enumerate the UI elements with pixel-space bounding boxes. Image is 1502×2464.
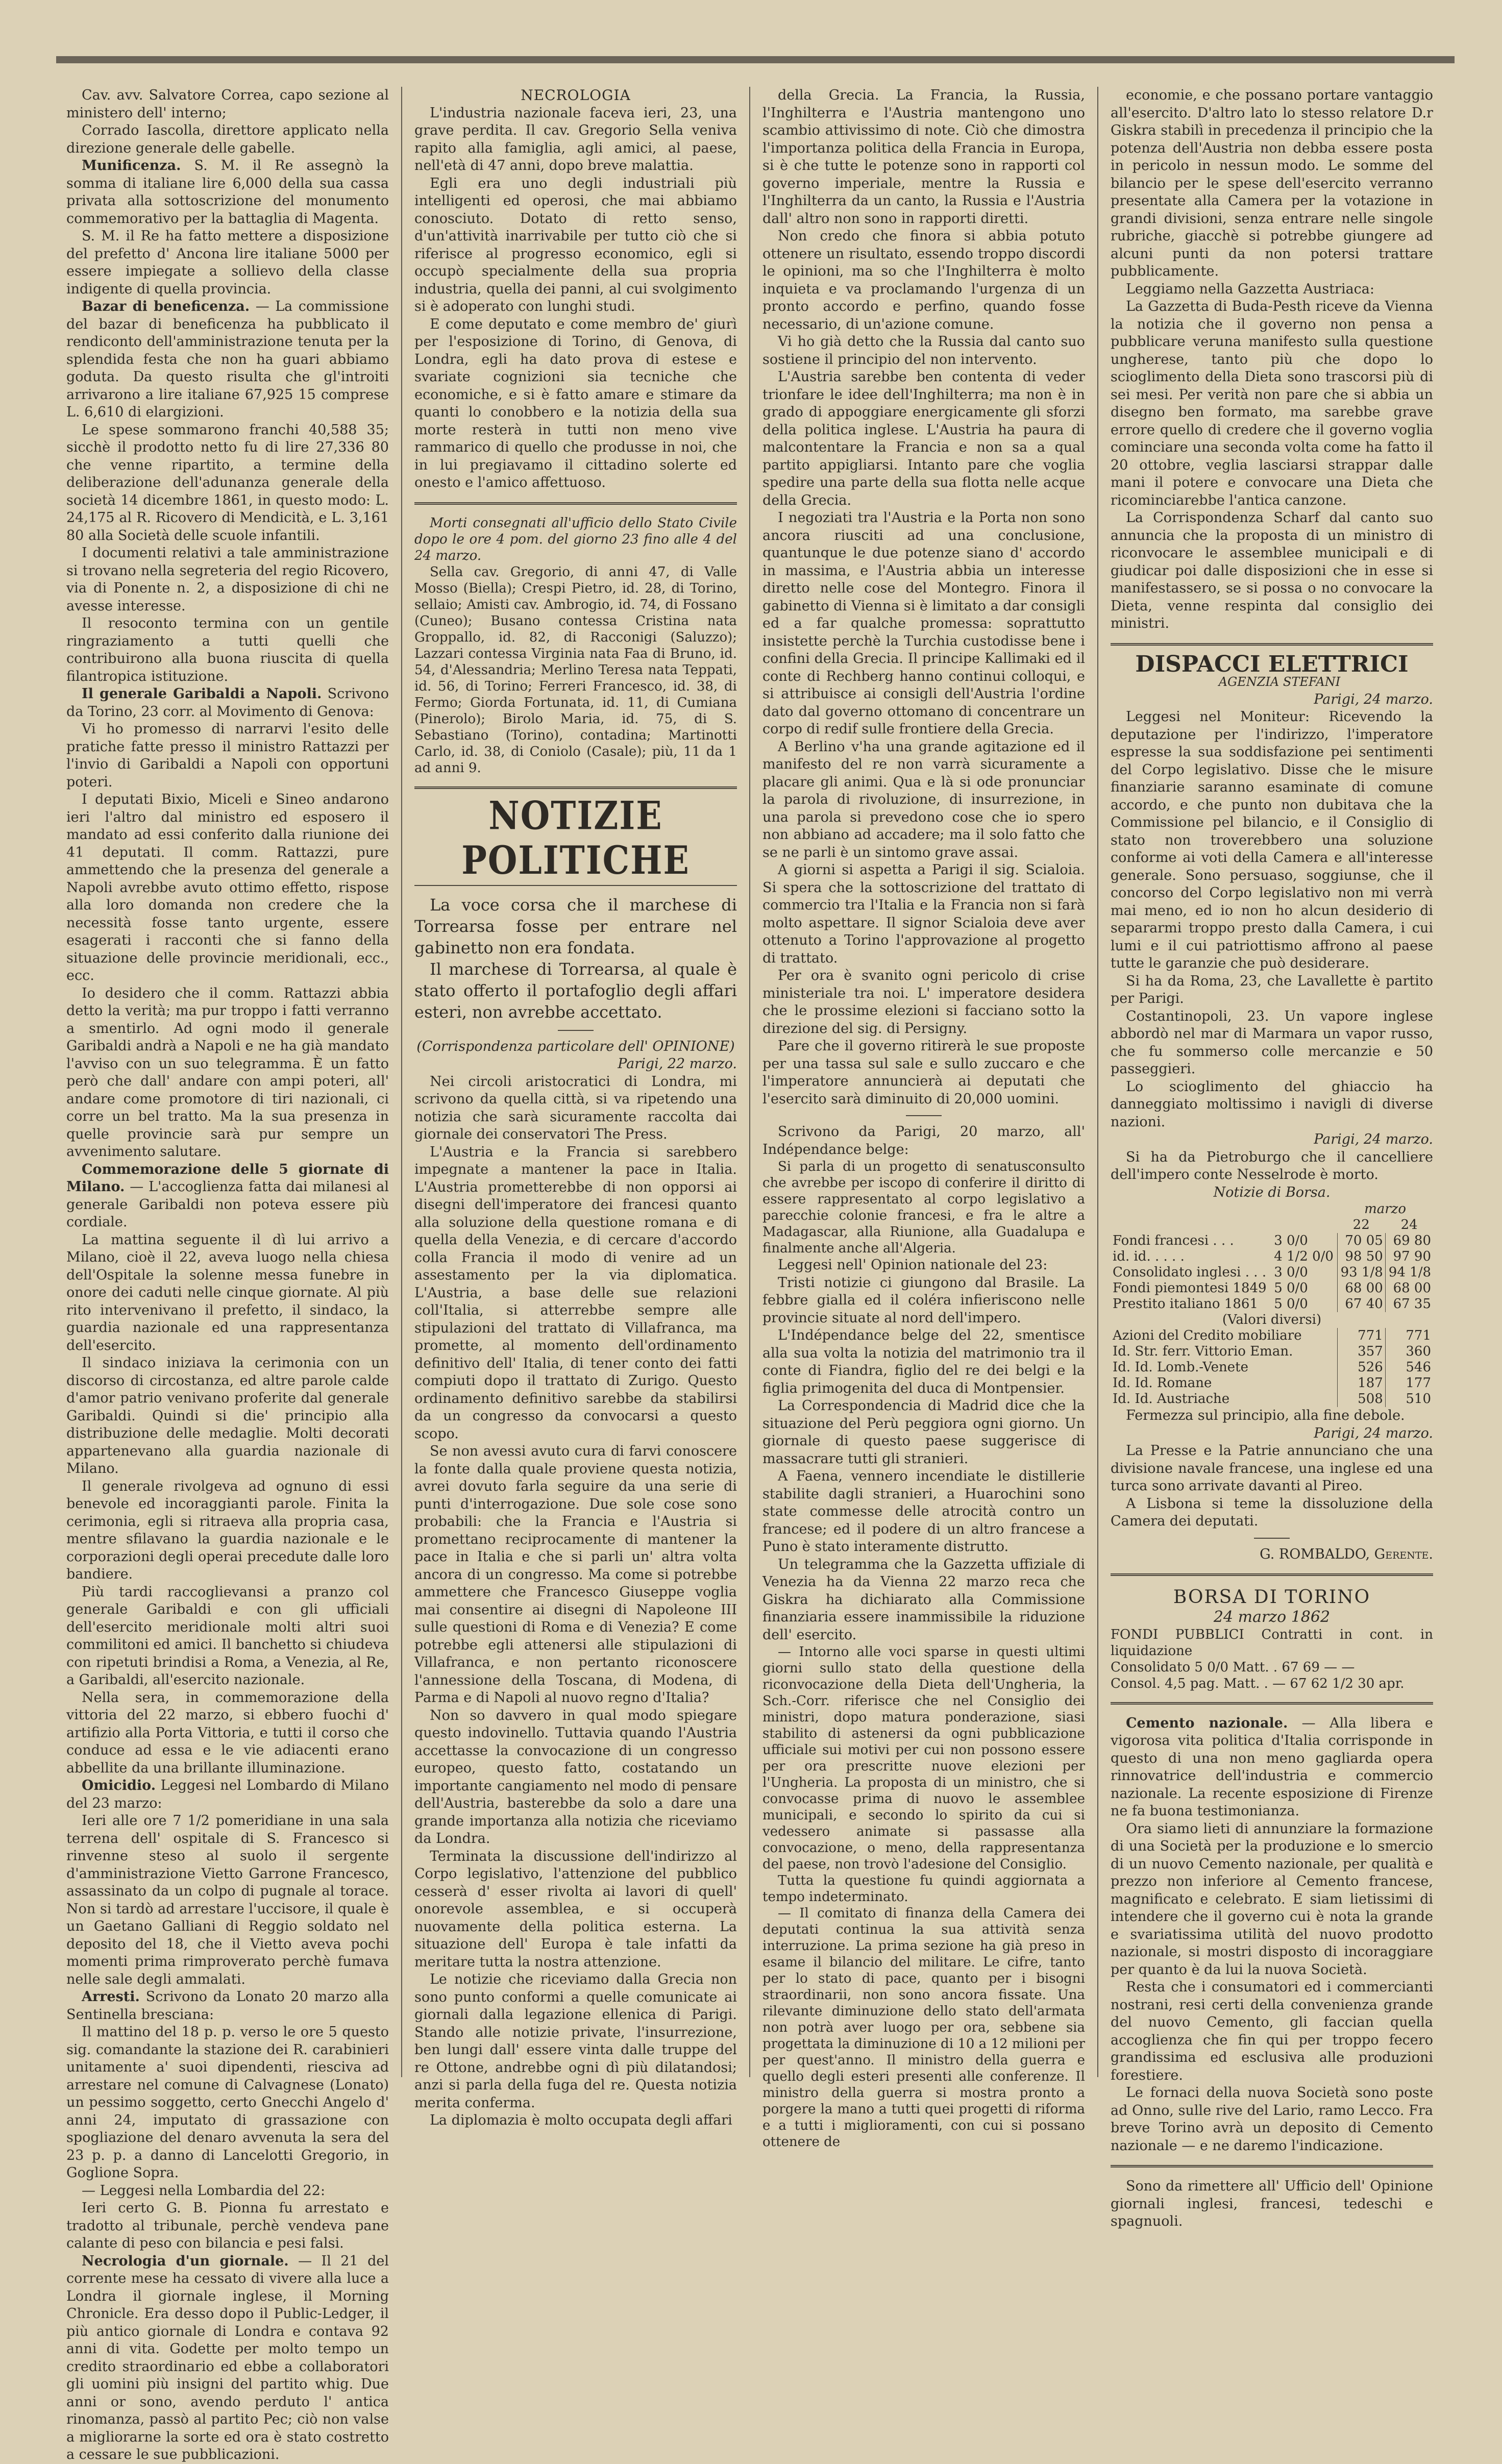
paragraph: — Il comitato di finanza della Camera dei deputati continua la sua attività senza interruzione. La prima sezione ha già preso in esame il bilancio del militare. Le cifre, tanto per lo stato di pace, quanto per i bisogni straordinarii, non sono ancora fissate. Una rilevante diminuzione dello stato dell'armata non potrà aver luogo per ora, sebbene sia progettata la diminuzione di 10 a 12 milioni per per quest'anno. Il ministro della guerra e quello degli esteri presenti alle conferenze. Il ministro della guerra si mostra pronto a porgere la mano a tutti quei progetti di riforma e a tutti i miglioramenti, con cui si possano ottenere de (762, 1906, 1085, 2150)
paragraph: Nella sera, in commemorazione della vittoria del 22 marzo, si ebbero fuochi d' artifizio alla Porta Vittoria, e tutti il corso che conduce ad essa e le vie adiacenti erano abbellite da una brillante illuminazione. (66, 1689, 389, 1776)
paragraph: — Intorno alle voci sparse in questi ultimi giorni sullo stato della questione della riconvocazione della Dieta dell'Ungheria, la Sch.-Corr. riferisce che nel Consiglio dei ministri, dopo matura ponderazione, siasi stabilito di astenersi da ogni pubblicazione ufficiale sui motivi per cui non possono essere per ora prescritte nuove elezioni per l'Ungheria. La proposta di un ministro, che si convocasse prima di nuovo le assemblee municipali, e secondo lo spirito da cui si vedessero animate si passasse alla convocazione, o meno, della rappresentanza del paese, non trovò l'adesione del Consiglio. (762, 1644, 1085, 1872)
bourse-table (1111, 1201, 1433, 1407)
paragraph: Il marchese di Torrearsa, al quale è stato offerto il portafoglio degli affari esteri, non avrebbe accettato. (414, 959, 737, 1022)
dateline: Parigi, 22 marzo. (618, 1056, 737, 1072)
table-header (1111, 1201, 1433, 1217)
paragraph: Cav. avv. Salvatore Correa, capo sezione al ministero dell' interno; (66, 87, 389, 121)
paragraph: L'Austria e la Francia si sarebbero impegnate a mantener la pace in Italia. L'Austria prometterebbe di non opporsi ai disegni dell'imperatore dei francesi quanto alla soluzione della questione romana e di quella della Venezia, e di cercare d'accordo colla Francia il modo di venire ad un assestamento per la via diplomatica. L'Austria, a base delle sue relazioni coll'Italia, si atterrebbe sempre alle stipulazioni del trattato di Villafranca, ma promette, al momento dell'ordinamento definitivo dell' Italia, di tener conto dei fatti compiuti dopo il trattato di Zurigo. Questo ordinamento definitivo sarebbe da stabilirsi da un congresso da convocarsi a questo scopo. (414, 1144, 737, 1442)
dateline: Parigi, 24 marzo. (1314, 1131, 1433, 1147)
paragraph: Leggesi nell' Opinion nationale del 23: (778, 1257, 1048, 1273)
paragraph: A Lisbona si teme la dissoluzione della Camera dei deputati. (1111, 1495, 1433, 1529)
paragraph: Ieri certo G. B. Pionna fu arrestato e tradotto al tribunale, perchè vendeva pane calante di peso con bilancia e pesi falsi. (66, 2200, 389, 2251)
divider (414, 885, 737, 886)
table-row: Consolidato inglesi . . . 3 0/0 93 1/8 94 1/8 (1111, 1265, 1433, 1280)
dateline: Parigi, 24 marzo. (1314, 691, 1433, 707)
news-item (1111, 1715, 1433, 1820)
manager-signature: G. ROMBALDO, Gerente. (1260, 1546, 1433, 1562)
column-2 (414, 87, 737, 2130)
item-heading: Il generale Garibaldi a Napoli. (82, 686, 322, 702)
table-row: Prestito italiano 1861 5 0/0 67 40 67 35 (1111, 1296, 1433, 1312)
paragraph: La Correspondencia di Madrid dice che la situazione del Perù peggiora ogni giorno. Un giornale di questo paese suggerisce di massacrare tutti gli stranieri. (762, 1398, 1085, 1467)
paragraph: I documenti relativi a tale amministrazione si trovano nella segreteria del regio Ricovero, via di Ponente n. 2, a disposizione di chi ne avesse interesse. (66, 545, 389, 614)
paragraph: Le notizie che riceviamo dalla Grecia non sono punto conformi a quelle comunicate ai giornali dalla legazione ellenica di Parigi. Stando alle notizie private, l'insurrezione, ben lungi dall' essere vinta dalle truppe del re Ottone, andrebbe ogni dì più dilatandosi; anzi si parla della fuga del re. Questa notizia merita conferma. (414, 1972, 737, 2111)
item-heading: Munificenza. (82, 158, 181, 174)
paragraph: Non credo che finora si abbia potuto ottenere un risultato, essendo troppo discordi le opinioni, ma so che l'Inghilterra è molto inquieta e va proclamando l'urgenza di un pronto accordo e perfino, quando fosse necessario, di un'azione comune. (762, 228, 1085, 332)
paragraph: L'industria nazionale faceva ieri, 23, una grave perdita. Il cav. Gregorio Sella veniva rapito alla famiglia, agli amici, al paese, nell'età di 47 anni, dopo breve malattia. (414, 105, 737, 174)
paragraph: Terminata la discussione dell'indirizzo al Corpo legislativo, l'attenzione del pubblico cesserà d' esser rivolta ai lavori di quell' onorevole assemblea, e si occuperà nuovamente della politica esterna. La situazione dell' Europa è tale infatti da meritare tutta la nostra attenzione. (414, 1848, 737, 1970)
paragraph: A Faena, vennero incendiate le distillerie stabilite dagli stranieri, a Huarochini sono state commesse delle atrocità contro un francese; ed il podere di un altro francese a Puno è stato interamente distrutto. (762, 1468, 1085, 1555)
paragraph: La diplomazia è molto occupata degli affari (430, 2112, 732, 2128)
paragraph: La Gazzetta di Buda-Pesth riceve da Vienna la notizia che il governo non pensa a pubblicare veruna manifesto sulla questione ungherese, tanto più che dopo lo scioglimento della Dieta sono trascorsi più di sei mesi. Per verità non pare che si abbia un disegno ben formato, ma sarebbe grave errore quello di credere che il governo voglia cominciare una seconda volta come ha fatto il 20 ottobre, veglia lasciarsi strappar dalle mani il potere e convocare una Dieta che ricominciarebbe l'antica canzone. (1111, 299, 1433, 508)
bourse-row: Consol. 4,5 pag. Matt. . — 67 62 1/2 30 apr. (1111, 1675, 1405, 1691)
paragraph: Se non avessi avuto cura di farvi conoscere la fonte dalla quale proviene questa notizia, avrei dovuto farla seguire da una serie di punti d'interrogazione. Due sole cose sono probabili: che la Francia e l'Austria si promettano reciprocamente di mantener la pace in Italia e che si parli un' altra volta ancora di un congresso. Ma come si potrebbe ammettere che Francesco Giuseppe voglia mai consentire ai disegni di Napoleone III sulle questioni di Roma e di Venezia? E come potrebbe egli attenersi alle stipulazioni di Villafranca, e non pertanto riconoscere l'annessione della Toscana, di Modena, di Parma e di Napoli al nuovo regno d'Italia? (414, 1443, 737, 1706)
item-text: — La commissione del bazar di beneficenza ha pubblicato il rendiconto dell'amministrazione tenuta per la splendida festa che non ha guari abbiamo goduta. Da questo risulta che gl'introiti arrivarono a lire italiane 67,925 15 comprese L. 6,610 di elargizioni. (66, 299, 389, 420)
table-row: Id. Id. Lomb.-Venete 526 546 (1111, 1360, 1433, 1375)
table-row: Id. Id. Austriache 508 510 (1111, 1391, 1433, 1407)
top-rule (56, 56, 1455, 63)
item-text: — Alla libera e vigorosa vita politica d'Italia corrisponde in questo di una non meno gagliarda opera rinnovatrice dell'industria e commercio nazionale. La recente esposizione di Firenze ne fa buona testimonianza. (1111, 1715, 1433, 1819)
table-row: Id. Id. Romane 187 177 (1111, 1375, 1433, 1391)
paragraph: Tutta la questione fu quindi aggiornata a tempo indeterminato. (762, 1873, 1085, 1905)
item-heading: Bazar di beneficenza. (82, 299, 250, 314)
paragraph: Ieri alle ore 7 1/2 pomeridiane in una sala terrena dell' ospitale di S. Francesco si rinvenne steso al suolo il sergente d'amministrazione Vietto Garrone Francesco, assassinato da un colpo di pugnale al torace. Non si tardò ad arrestare l'uccisore, il quale è un Gaetano Galliani di Reggio soldato nel deposito del 18, che il Vietto aveva pochi momenti prima rimproverato perchè fumava nelle sale degli ammalati. (66, 1813, 389, 1987)
column-separator (401, 87, 402, 2077)
paragraph: S. M. il Re ha fatto mettere a disposizione del prefetto d' Ancona lire italiane 5000 per essere impiegate a sollievo della classe indigente di quella provincia. (66, 228, 389, 297)
item-heading: Omicidio. (82, 1778, 156, 1793)
column-separator (749, 87, 750, 2077)
paragraph: Si ha da Pietroburgo che il cancelliere dell'impero conte Nesselrode è morto. (1111, 1149, 1433, 1182)
paragraph: Leggesi nel Moniteur: Ricevendo la deputazione per l'indirizzo, l'imperatore espresse la sua soddisfazione pei sentimenti del Corpo legislativo. Disse che le misure finanziarie saranno esaminate di comune accordo, e che punto non dubitava che la Commissione pel bilancio, e il Consiglio di stato non troverebbero una soluzione conforme ai voti della Camera e all'interesse generale. Sono persuaso, soggiunse, che il concorso del Corpo legislativo non mi verrà mai meno, ed io non ho alcun desiderio di separarmi troppo presto dalla Camera, i cui lumi e il cui patriottismo affrono al paese tutte le garanzie che può desiderare. (1111, 709, 1433, 971)
paragraph: I deputati Bixio, Miceli e Sineo andarono ieri l'altro dal ministro ed esposero il mandato ad essi conferito dalla riunione dei 41 deputati. Il comm. Rattazzi, pure ammettendo che la presenza del generale a Napoli avrebbe avuto ottimo effetto, rispose alla loro domanda non credere che la necessità fosse tanto urgente, essere esagerati i racconti che si fanno della situazione delle provincie meridionali, ecc., ecc. (66, 792, 389, 983)
paragraph: Io desidero che il comm. Rattazzi abbia detto la verità; ma pur troppo i fatti verranno a smentirlo. Ad ogni modo il generale Garibaldi andrà a Napoli e ne ha già mandato l'avviso con un suo telegramma. È un fatto però che dall' andare con ampi poteri, all' andare come promotore di tiri nazionali, ci corre un bel tratto. Ma la sua presenza in quelle provincie sarà pur sempre un avvenimento salutare. (66, 985, 389, 1160)
table-row: Fondi piemontesi 1849 5 0/0 68 00 68 00 (1111, 1280, 1433, 1296)
item-heading: Commemorazione delle 5 giornate di Milano. (66, 1161, 389, 1195)
item-text: — Il 21 del corrente mese ha cessato di vivere alla luce a Londra il giornale inglese, il Morning Chronicle. Era desso dopo il Public-Ledger, il più antico giornale di Londra e contava 92 anni di vita. Godette per molto tempo un credito straordinario ed ebbe a collaboratori gli uomini più insigni del partito whig. Due anni or sono, avendo perduto l' antica rinomanza, passò al partito Pec; ciò non valse a migliorarne la sorte ed ora è stato costretto a cessare le sue pubblicazioni. (66, 2253, 389, 2462)
paragraph: A Berlino v'ha una grande agitazione ed il manifesto del re non varrà sicuramente a placare gli animi. Qua e là si ode pronunciar la parola di rivoluzione, di insurrezione, in una parola si prevedono cose che io spero non abbiano ad accadere; ma il solo fatto che se ne parli è un sintomo grave assai. (762, 738, 1085, 860)
divider (414, 786, 737, 789)
divider (1111, 1702, 1433, 1705)
item-heading: Necrologia d'un giornale. (82, 2253, 289, 2269)
paragraph: Lo scioglimento del ghiaccio ha danneggiato moltissimo i navigli di diverse nazioni. (1111, 1078, 1433, 1130)
deaths-list: Sella cav. Gregorio, di anni 47, di Valle Mosso (Biella); Crespi Pietro, id. 28, di Torino, sellaio; Amisti cav. Ambrogio, id. 74, di Fossano (Cuneo); Busano contessa Cristina nata Groppallo, id. 82, di Racconigi (Saluzzo); Lazzari contessa Virginia nata Faa di Bruno, id. 54, d'Alessandria; Merlino Teresa nata Teppati, id. 56, di Torino; Ferreri Francesco, id. 38, di Fermo; Giorda Fortunata, id. 11, di Cumiana (Pinerolo); Birolo Maria, id. 75, di S. Sebastiano (Torino), contadina; Martinotti Carlo, id. 38, di Coniolo (Casale); più, 11 da 1 ad anni 9. (414, 564, 737, 776)
item-text: — L'accoglienza fatta dai milanesi al generale Garibaldi non poteva essere più cordiale. (66, 1179, 389, 1230)
column-4 (1111, 87, 1433, 2231)
section-title: BORSA DI TORINO (1173, 1587, 1371, 1608)
paragraph: Si ha da Roma, 23, che Lavallette è partito per Parigi. (1111, 973, 1433, 1006)
paragraph: L'Indépendance belge del 22, smentisce alla sua volta la notizia del matrimonio tra il conte di Fiandra, figlio del re dei belgi e la figlia primogenita del duca di Montpensier. (762, 1327, 1085, 1396)
paragraph: Il resoconto termina con un gentile ringraziamento a tutti quelli che contribuirono alla buona riuscita di quella filantropica istituzione. (66, 615, 389, 684)
divider (1254, 1538, 1290, 1539)
table-row: id. id. . . . . 4 1/2 0/0 98 50 97 90 (1111, 1249, 1433, 1265)
paragraph: La Presse e la Patrie annunciano che una divisione navale francese, una inglese ed una turca sono arrivate davanti al Pireo. (1111, 1443, 1433, 1494)
header-day: 24 (1400, 1217, 1418, 1233)
paragraph: della Grecia. La Francia, la Russia, l'Inghilterra e l'Austria mantengono uno scambio attivissimo di note. Ciò che dimostra l'importanza politica della Francia in Europa, si è che tutte le potenze sono in rapporti col governo imperiale, mentre la Russia e l'Inghilterra da un canto, la Russia e l'Austria dall' altro non sono in rapporti diretti. (762, 87, 1085, 227)
news-item (66, 1988, 389, 2024)
paragraph: I negoziati tra l'Austria e la Porta non sono ancora riusciti ad una conclusione, quantunque le due potenze siano d' accordo in massima, e l'Austria abbia un interesse diretto nelle cose del Montegro. Finora il gabinetto di Vienna si è limitato a dar consigli ed a far qualche promessa: soprattutto insistette perchè la Turchia custodisse bene i confini della Grecia. Il principe Kallimaki ed il conte di Rechberg hanno continui colloqui, e si attribuisce ai consigli dell'Austria l'ordine dato dal governo ottomano di concentrare un corpo di redif sulle frontiere della Grecia. (762, 510, 1085, 737)
news-item (66, 157, 389, 228)
paragraph: Vi ho già detto che la Russia dal canto suo sostiene il principio del non intervento. (762, 334, 1085, 367)
news-item (66, 2253, 389, 2464)
divider (1111, 1573, 1433, 1576)
paragraph: Pare che il governo ritirerà le sue proposte per una tassa sul sale e sullo zuccaro e che l'imperatore annuncierà ai deputati che l'esercito sarà diminuito di 20,000 uomini. (762, 1038, 1085, 1107)
paragraph: Più tardi raccoglievansi a pranzo col generale Garibaldi e con gli ufficiali dell'esercito meridionale molti altri suoi commilitoni ed amici. Il banchetto si chiudeva con ripetuti brindisi a Roma, a Venezia, al Re, a Garibaldi, all'esercito nazionale. (66, 1584, 389, 1688)
paragraph: Il sindaco iniziava la cerimonia con un discorso di circostanza, ed altre parole calde d'amor patrio venivano proferite dal generale Garibaldi. Quindi si die' principio alla distribuzione delle medaglie. Molti decorati appartenevano alla guardia nazionale di Milano. (66, 1355, 389, 1476)
paragraph: L'Austria sarebbe ben contenta di veder trionfare le idee dell'Inghilterra; ma non è in grado di appoggiare energicamente gli sforzi della politica inglese. L'Austria ha paura di malcontentare la Francia e non sa a qual partito appigliarsi. Intanto pare che voglia spedire una parte della sua flotta nelle acque della Grecia. (762, 369, 1085, 508)
table-row: Id. Str. ferr. Vittorio Eman. 357 360 (1111, 1344, 1433, 1360)
paragraph: Nei circoli aristocratici di Londra, mi scrivono da quella città, si va ripetendo una notizia che sarà sicuramente raccolta dai giornale dei conservatori The Press. (414, 1073, 737, 1142)
deaths-heading: Morti consegnati all'ufficio dello Stato Civile dopo le ore 4 pom. del giorno 23 fino alle 4 del 24 marzo. (414, 515, 737, 563)
paragraph: E come deputato e come membro de' giurì per l'esposizione di Torino, di Genova, di Londra, egli ha dato prova di estese e svariate cognizioni sia tecniche che economiche, e si è fatto amare e stimare da quanti lo conobbero e la notizia della sua morte resterà in tutti non meno vive rammarico di quello che produsse in noi, che in lui pregiavamo il cittadino solerte ed onesto e l'amico affettuoso. (414, 316, 737, 490)
paragraph: Per ora è svanito ogni pericolo di crise ministeriale tra noi. L' imperatore desidera che le prossime elezioni si facciano sotto la direzione del sig. di Persigny. (762, 968, 1085, 1037)
newspaper-page (56, 56, 1455, 2462)
news-item (66, 1777, 389, 1812)
divider (1111, 643, 1433, 646)
paragraph: Fermezza sul principio, alla fine debole. (1126, 1408, 1405, 1423)
paragraph: La mattina seguente il dì lui arrivo a Milano, cioè il 22, aveva luogo nella chiesa dell'Ospitale la solenne messa funebre in onore dei caduti nelle cinque giornate. Al più rito intervenivano il prefetto, il sindaco, la guardia nazionale ed una rappresentanza dell'esercito. (66, 1231, 389, 1353)
column-1 (66, 87, 389, 2464)
item-heading: Arresti. (82, 1989, 140, 2005)
table-row: Fondi francesi . . . 3 0/0 70 05 69 80 (1111, 1233, 1433, 1249)
paragraph: — Leggesi nella Lombardia del 22: (82, 2182, 326, 2199)
divider (906, 1115, 942, 1116)
paragraph: Il mattino del 18 p. p. verso le ore 5 questo sig. comandante la stazione dei R. carabinieri unitamente a' suoi dipendenti, riesciva ad arrestare nel comune di Calvagnese (Lonato) un pessimo soggetto, certo Gnecchi Angelo d' anni 24, imputato di grassazione con spogliazione del denaro avvenuta la sera del 23 p. p. a danno di Lancelotti Gregorio, in Goglione Sopra. (66, 2024, 389, 2181)
item-text: S. M. il Re assegnò la somma di italiane lire 6,000 della sua cassa privata alla sottoscrizione del monumento commemorativo per la battaglia di Magenta. (66, 158, 389, 227)
divider (414, 502, 737, 505)
table-subheader: (Valori diversi) (1222, 1312, 1322, 1327)
paragraph: Non so davvero in qual modo spiegare questo indovinello. Tuttavia quando l'Austria accettasse la convocazione di un congresso europeo, questo fatto, costatando un importante cangiamento nel modo di pensare dell'Austria, basterebbe da solo a dare una grande importanza alla notizia che riceviamo da Londra. (414, 1707, 737, 1846)
section-title: NOTIZIE POLITICHE (461, 792, 690, 883)
paragraph: Le fornaci della nuova Società sono poste ad Onno, sulle rive del Lario, ramo Lecco. Fra breve Torino avrà un deposito di Cemento nazionale — e ne daremo l'indicazione. (1111, 2085, 1433, 2154)
agency-name: AGENZIA STEFANI (1218, 675, 1341, 689)
paragraph: Si parla di un progetto di senatusconsulto che avrebbe per iscopo di conferire il diritto di essere rappresentato al corpo legislativo a parecchie colonie francesi, e fra le altre a Madagascar, alla Riunione, alla Guadalupa e finalmente anche all'Algeria. (762, 1159, 1085, 1256)
paragraph: Sono da rimettere all' Ufficio dell' Opinione giornali inglesi, francesi, tedeschi e spagnuoli. (1111, 2178, 1433, 2229)
paragraph: Il generale rivolgeva ad ognuno di essi benevole ed incoraggianti parole. Finita la cerimonia, egli si ritraeva alla propria casa, mentre sfilavano la guardia nazionale e le corporazioni degli operai precedute dalle loro bandiere. (66, 1478, 389, 1582)
bourse-row: Consolidato 5 0/0 Matt. . 67 69 — — (1111, 1659, 1355, 1675)
header-month: marzo (1364, 1201, 1407, 1217)
bourse-heading: Notizie di Borsa. (1213, 1184, 1331, 1200)
paragraph: Ora siamo lieti di annunziare la formazione di una Società per la produzione e lo smercio di un nuovo Cemento nazionale, per qualità e prezzo non inferiore al Cemento francese, magnificato e celebrato. E siam lietissimi di intendere che il governo cui è nota la grande e svariatissima utilità del nuovo prodotto nazionale, si mostri disposto di incoraggiare per quanto è da lui la nuova Società. (1111, 1820, 1433, 1978)
bourse-header: FONDI PUBBLICI Contratti in cont. in liquidazione (1111, 1627, 1433, 1659)
correspondence-heading: (Corrispondenza particolare dell' OPINIONE) (416, 1038, 735, 1054)
paragraph: Scrivono da Parigi, 20 marzo, all' Indépendance belge: (762, 1124, 1085, 1157)
item-text: Leggesi nel Lombardo di Milano del 23 marzo: (66, 1778, 389, 1811)
paragraph: Costantinopoli, 23. Un vapore inglese abbordò nel mar di Marmara un vapor russo, che fu sommerso colle mercanzie e 50 passeggieri. (1111, 1008, 1433, 1077)
table-header (1111, 1217, 1433, 1233)
column-3 (762, 87, 1085, 2150)
paragraph: La voce corsa che il marchese di Torrearsa fosse per entrare nel gabinetto non era fondata. (414, 895, 737, 957)
column-separator (1097, 87, 1098, 2077)
section-title: NECROLOGIA (521, 87, 631, 104)
paragraph: economie, e che possano portare vantaggio all'esercito. D'altro lato lo stesso relatore D.r Giskra stabilì in precedenza il principio che la potenza dell'Austria non debba essere posta in pericolo in nessun modo. Le somme del bilancio per le spese dell'esercito verranno presentate alla Camera per la votazione in grandi divisioni, senza entrare nelle singole rubriche, giacchè si potrebbe giungere ad alcuni punti da non potersi trattare pubblicamente. (1111, 87, 1433, 279)
paragraph: Corrado Iascolla, direttore applicato nella direzione generale delle gabelle. (66, 122, 389, 156)
paragraph: Resta che i consumatori ed i commercianti nostrani, resi certi della convenienza grande del nuovo Cemento, gli faccian quella accoglienza che fin qui per troppo fecero grandissima ed esclusiva alle produzioni forestiere. (1111, 1979, 1433, 2083)
section-title: DISPACCI ELETTRICI (1135, 651, 1409, 677)
divider (1111, 2165, 1433, 2167)
table-row: Azioni del Credito mobiliare 771 771 (1111, 1328, 1433, 1344)
paragraph: Un telegramma che la Gazzetta uffiziale di Venezia ha da Vienna 22 marzo reca che Giskra ha dichiarato alla Commissione finanziaria essere inammissibile la riduzione dell' esercito. (762, 1556, 1085, 1643)
paragraph: Le spese sommarono franchi 40,588 35; sicchè il prodotto netto fu di lire 27,336 80 che venne ripartito, a termine della deliberazione dell'adunanza generale della società 14 dicembre 1861, in questo modo: L. 24,175 al R. Ricovero di Mendicità, e L. 3,161 80 alla Società delle scuole infantili. (66, 422, 389, 544)
item-heading: Cemento nazionale. (1126, 1715, 1288, 1731)
bourse-date: 24 marzo 1862 (1213, 1608, 1331, 1626)
divider (558, 1030, 594, 1031)
paragraph: Egli era uno degli industriali più intelligenti ed operosi, che mai abbiamo conosciuto. Dotato di retto senso, d'un'attività inarrivabile per tutto ciò che si riferisce al progresso economico, egli si occupò specialmente della sua propria industria, quella dei panni, al cui svolgimento si è adoperato con lunghi studi. (414, 175, 737, 314)
paragraph: Vi ho promesso di narrarvi l'esito delle pratiche fatte presso il ministro Rattazzi per l'invio di Garibaldi a Napoli con opportuni poteri. (66, 721, 389, 790)
paragraph: A giorni si aspetta a Parigi il sig. Scialoia. Si spera che la sottoscrizione del trattato di commercio tra l'Italia e la Francia non si farà molto aspettare. Il signor Scialoia deve aver ottenuto a Torino l'approvazione al progetto di trattato. (762, 862, 1085, 966)
news-item (66, 685, 389, 721)
news-item (66, 298, 389, 422)
paragraph: Tristi notizie ci giungono dal Brasile. La febbre gialla ed il coléra infieriscono nelle provincie situate al nord dell'impero. (762, 1274, 1085, 1326)
news-item (66, 1161, 389, 1231)
item-text: Scrivono da Lonato 20 marzo alla Sentinella bresciana: (66, 1989, 389, 2023)
header-day: 22 (1352, 1217, 1370, 1233)
paragraph: La Corrispondenza Scharf dal canto suo annuncia che la proposta di un ministro di riconvocare le assemblee municipali e di giudicar poi dalle disposizioni che in esse si manifestassero, se si possa o no convocare la Dieta, venne respinta dal consiglio dei ministri. (1111, 510, 1433, 631)
dateline: Parigi, 24 marzo. (1314, 1425, 1433, 1441)
paragraph: Leggiamo nella Gazzetta Austriaca: (1126, 281, 1374, 297)
item-text: Scrivono da Torino, 23 corr. al Movimento di Genova: (66, 686, 389, 720)
